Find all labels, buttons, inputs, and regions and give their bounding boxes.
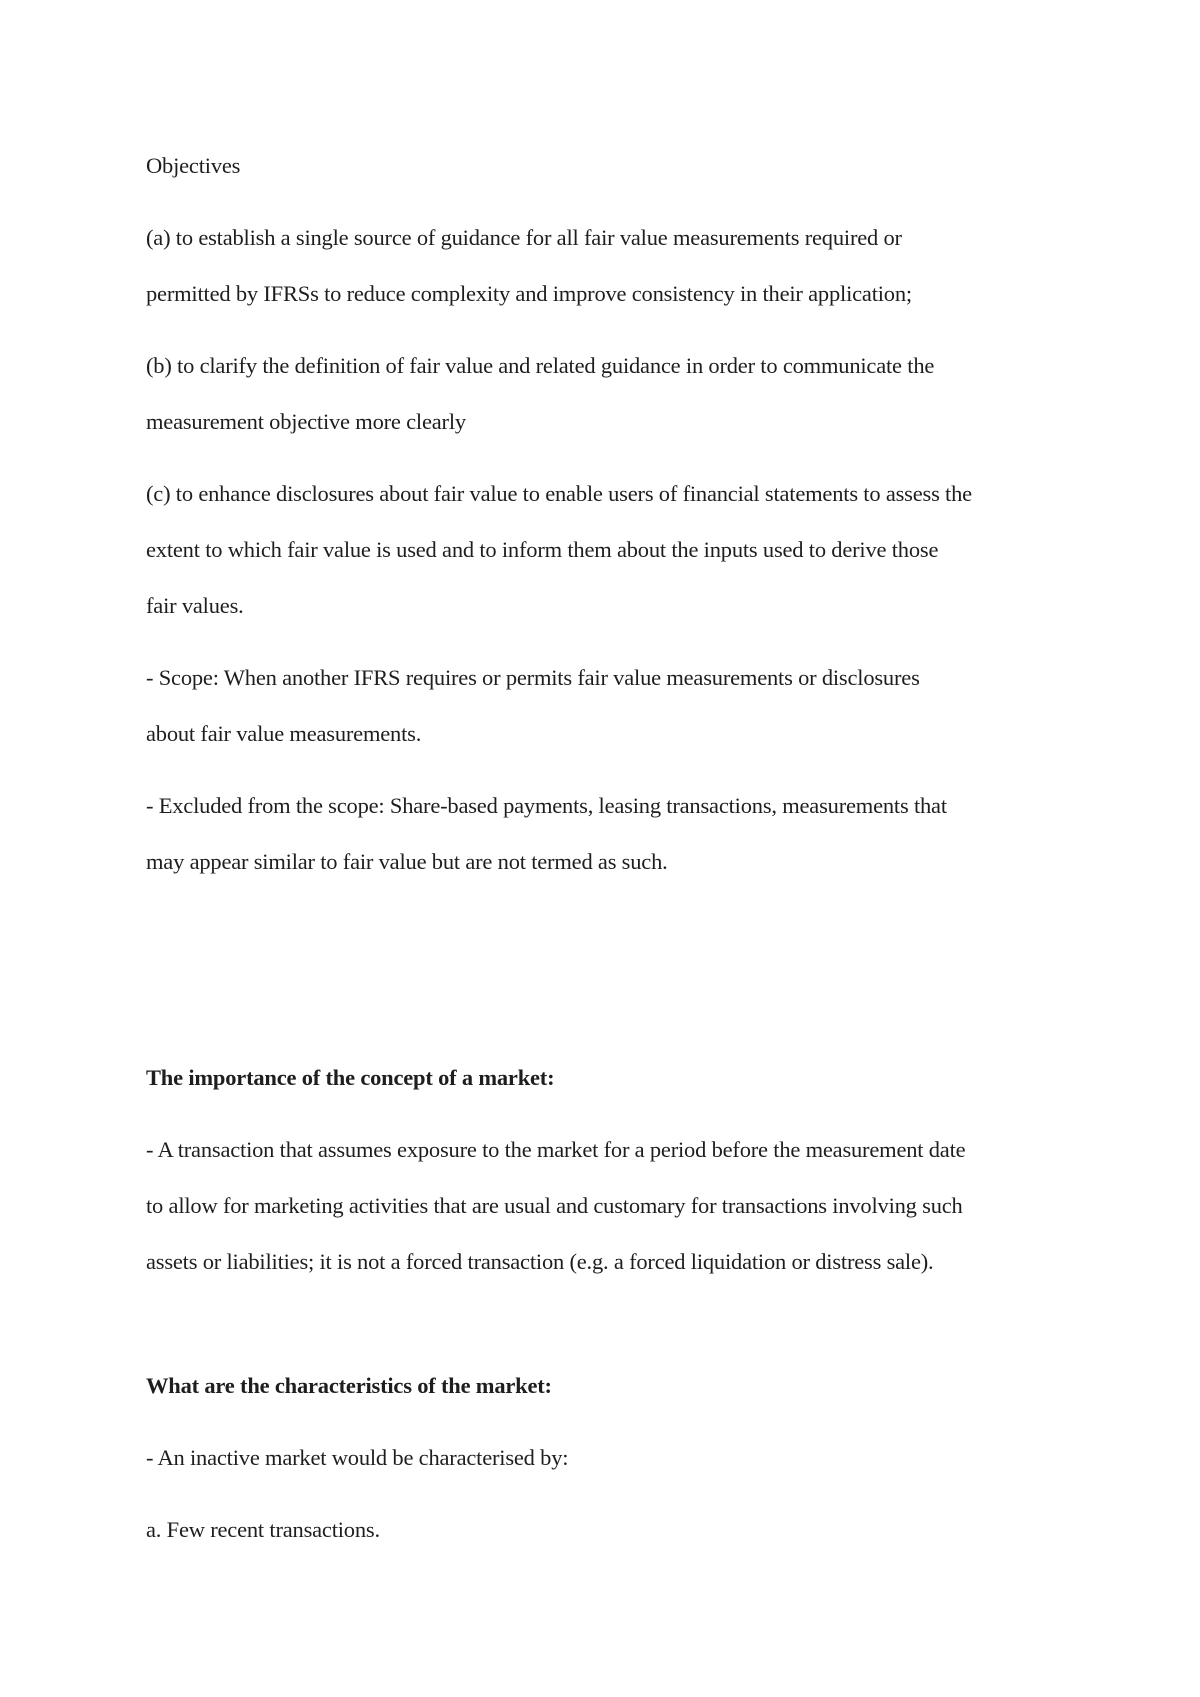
- document-body: [146, 138, 1076, 1574]
- text-line: fair values.: [146, 593, 244, 618]
- market-characteristics-heading: What are the characteristics of the market:: [146, 1373, 552, 1398]
- text-line: permitted by IFRSs to reduce complexity and improve consistency in their application;: [146, 281, 912, 306]
- text-line: measurement objective more clearly: [146, 409, 466, 434]
- inactive-market-intro: - An inactive market would be characterised by:: [146, 1445, 569, 1470]
- text-line: (c) to enhance disclosures about fair value to enable users of financial statements to assess the: [146, 481, 972, 506]
- market-concept-heading: The importance of the concept of a market:: [146, 1065, 555, 1090]
- objective-a: [146, 210, 1076, 322]
- text-line: about fair value measurements.: [146, 721, 422, 746]
- text-line: - A transaction that assumes exposure to the market for a period before the measurement date: [146, 1137, 966, 1162]
- market-concept-paragraph: [146, 1122, 1076, 1290]
- text-line: assets or liabilities; it is not a forced transaction (e.g. a forced liquidation or distress sale).: [146, 1249, 934, 1274]
- text-line: (b) to clarify the definition of fair value and related guidance in order to communicate the: [146, 353, 935, 378]
- text-line: - Scope: When another IFRS requires or permits fair value measurements or disclosures: [146, 665, 920, 690]
- text-line: extent to which fair value is used and to inform them about the inputs used to derive those: [146, 537, 939, 562]
- objective-c: [146, 466, 1076, 634]
- section-title: Objectives: [146, 153, 241, 178]
- text-line: (a) to establish a single source of guidance for all fair value measurements required or: [146, 225, 902, 250]
- objective-b: [146, 338, 1076, 450]
- list-item: a. Few recent transactions.: [146, 1517, 380, 1542]
- text-line: - Excluded from the scope: Share-based payments, leasing transactions, measurements that: [146, 793, 947, 818]
- text-line: to allow for marketing activities that are usual and customary for transactions involving such: [146, 1193, 963, 1218]
- text-line: may appear similar to fair value but are not termed as such.: [146, 849, 668, 874]
- excluded-paragraph: [146, 778, 1076, 890]
- scope-paragraph: [146, 650, 1076, 762]
